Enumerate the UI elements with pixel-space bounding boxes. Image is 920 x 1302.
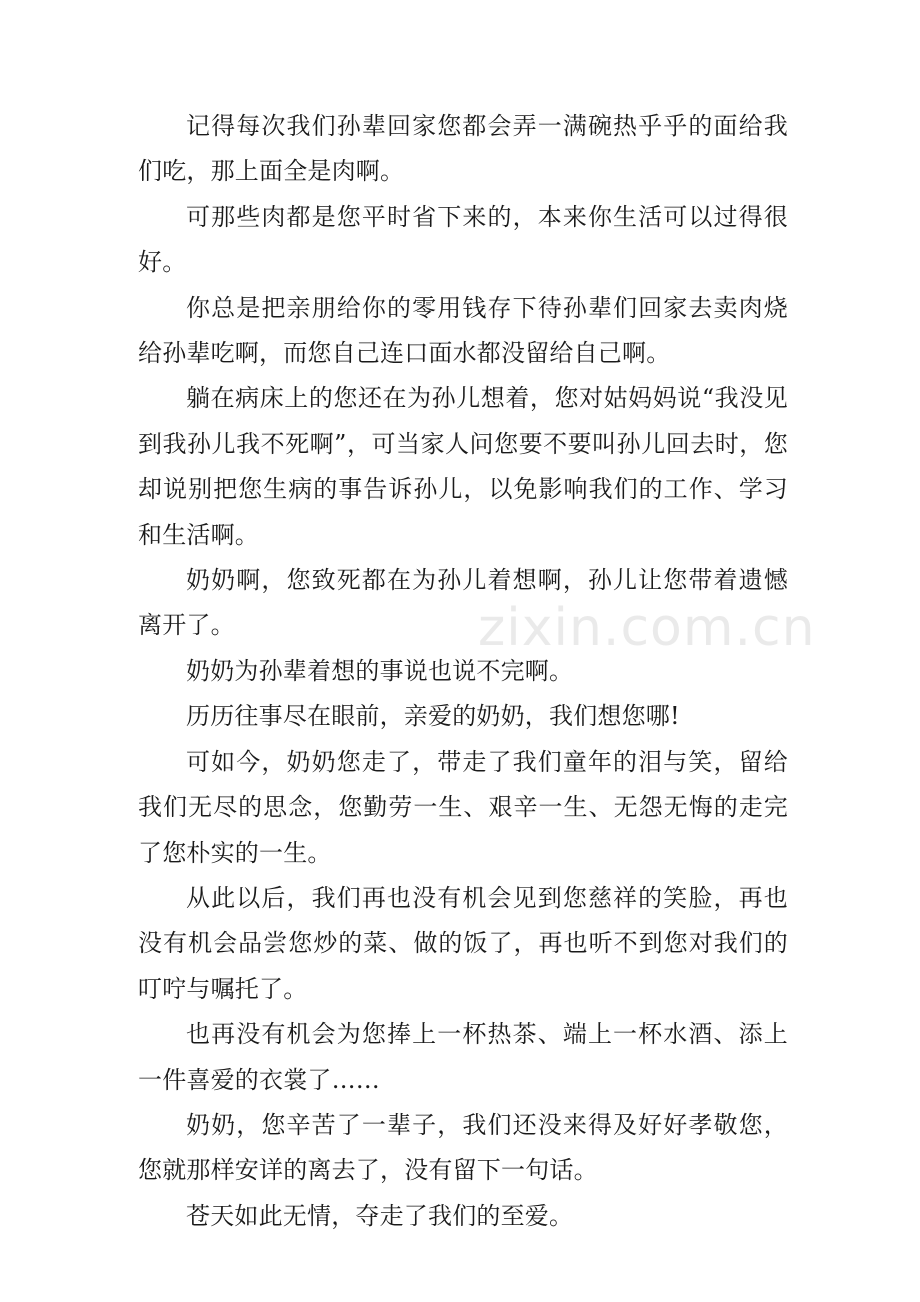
paragraph: 奶奶，您辛苦了一辈子，我们还没来得及好好孝敬您，您就那样安详的离去了，没有留下一句话。 (138, 1110, 788, 1185)
paragraph: 历历往事尽在眼前，亲爱的奶奶，我们想您哪! (186, 702, 680, 731)
paragraph: 也再没有机会为您捧上一杯热茶、端上一杯水酒、添上一件喜爱的衣裳了…… (138, 1020, 788, 1094)
paragraph: 苍天如此无情，夺走了我们的至爱。 (186, 1201, 574, 1230)
watermark: zixin.com.cn (478, 598, 816, 658)
paragraph: 可如今，奶奶您走了，带走了我们童年的泪与笑，留给我们无尽的思念，您勤劳一生、艰辛一生、无怨无悔的走完了您朴实的一生。 (138, 747, 788, 867)
paragraph: 躺在病床上的您还在为孙儿想着，您对姑妈妈说“我没见到我孙儿我不死啊”，可当家人问您要不要叫孙儿回去时，您却说别把您生病的事告诉孙儿，以免影响我们的工作、学习和生活啊。 (138, 384, 788, 549)
paragraph: 记得每次我们孙辈回家您都会弄一满碗热乎乎的面给我们吃，那上面全是肉啊。 (138, 112, 788, 186)
paragraph: 奶奶啊，您致死都在为孙儿着想啊，孙儿让您带着遗憾离开了。 (138, 566, 788, 640)
document-body (138, 104, 788, 1239)
paragraph: 奶奶为孙辈着想的事说也说不完啊。 (186, 656, 574, 685)
paragraph: 你总是把亲朋给你的零用钱存下待孙辈们回家去卖肉烧给孙辈吃啊，而您自己连口面水都没留给自己啊。 (138, 293, 788, 368)
paragraph: 从此以后，我们再也没有机会见到您慈祥的笑脸，再也没有机会品尝您炒的菜、做的饭了，再也听不到您对我们的叮咛与嘱托了。 (138, 883, 788, 1003)
paragraph: 可那些肉都是您平时省下来的，本来你生活可以过得很好。 (138, 202, 788, 277)
